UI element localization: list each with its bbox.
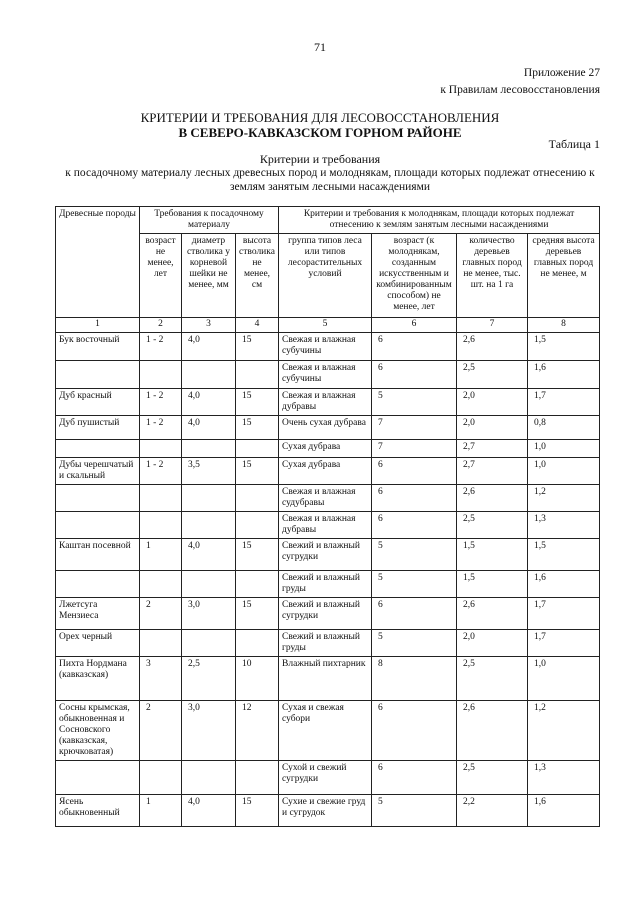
planting-age-cell xyxy=(140,440,182,458)
diameter-cell xyxy=(182,761,236,795)
forest-type-cell: Сухая дубрава xyxy=(279,440,372,458)
column-numbers-row xyxy=(56,318,600,333)
average-height-cell: 1,5 xyxy=(528,539,600,571)
tree-count-cell: 2,6 xyxy=(457,598,528,630)
tree-count-cell: 2,5 xyxy=(457,761,528,795)
planting-height-cell: 15 xyxy=(236,539,279,571)
forest-type-cell: Свежая и влажная дубравы xyxy=(279,389,372,416)
young-age-cell: 6 xyxy=(372,701,457,761)
column-number: 2 xyxy=(140,318,182,333)
young-age-cell: 6 xyxy=(372,761,457,795)
table-body xyxy=(56,333,600,827)
tree-count-cell: 2,5 xyxy=(457,512,528,539)
planting-height-cell: 10 xyxy=(236,657,279,701)
young-age-cell: 7 xyxy=(372,440,457,458)
young-age-cell: 6 xyxy=(372,361,457,389)
header-age-planting: возраст не менее, лет xyxy=(140,234,182,318)
header-young-stands: Критерии и требования к молоднякам, площади которых подлежат отнесению к землям занятым лесными насаждениями xyxy=(279,207,600,234)
diameter-cell xyxy=(182,630,236,657)
young-age-cell: 5 xyxy=(372,571,457,598)
table-row xyxy=(56,571,600,598)
tree-count-cell: 1,5 xyxy=(457,539,528,571)
young-age-cell: 5 xyxy=(372,795,457,827)
planting-age-cell xyxy=(140,512,182,539)
table-row xyxy=(56,657,600,701)
column-number: 5 xyxy=(279,318,372,333)
average-height-cell: 1,6 xyxy=(528,795,600,827)
average-height-cell: 1,6 xyxy=(528,571,600,598)
planting-age-cell: 1 xyxy=(140,795,182,827)
tree-count-cell: 2,7 xyxy=(457,458,528,485)
header-average-height: средняя высота деревьев главных пород не менее, м xyxy=(528,234,600,318)
column-number: 4 xyxy=(236,318,279,333)
page-number: 71 xyxy=(314,40,326,54)
young-age-cell: 7 xyxy=(372,416,457,440)
tree-count-cell: 2,6 xyxy=(457,485,528,512)
appendix-number: Приложение 27 xyxy=(523,67,600,79)
header-height-planting: высота стволика не менее, см xyxy=(236,234,279,318)
species-cell xyxy=(56,512,140,539)
young-age-cell: 6 xyxy=(372,485,457,512)
species-cell: Дуб пушистый xyxy=(56,416,140,440)
species-cell: Сосны крымская, обыкновенная и Сосновского (кавказская, крючковатая) xyxy=(56,701,140,761)
table-caption-text: к посадочному материалу лесных древесных пород и молоднякам, площади которых подлежат отнесению к землям занятым лесными насаждениями xyxy=(65,167,595,193)
planting-height-cell: 15 xyxy=(236,416,279,440)
average-height-cell: 1,2 xyxy=(528,485,600,512)
species-cell xyxy=(56,440,140,458)
planting-height-cell xyxy=(236,571,279,598)
forest-type-cell: Свежая и влажная субучины xyxy=(279,361,372,389)
header-age-young: возраст (к молоднякам, созданным искусственным и комбинированным способом) не менее, лет xyxy=(372,234,457,318)
table-row xyxy=(56,512,600,539)
table-row xyxy=(56,416,600,440)
criteria-table xyxy=(55,206,600,827)
diameter-cell xyxy=(182,440,236,458)
planting-height-cell: 15 xyxy=(236,333,279,361)
tree-count-cell: 2,0 xyxy=(457,630,528,657)
average-height-cell: 1,6 xyxy=(528,361,600,389)
diameter-cell: 3,0 xyxy=(182,701,236,761)
young-age-cell: 6 xyxy=(372,598,457,630)
average-height-cell: 1,0 xyxy=(528,458,600,485)
tree-count-cell: 2,6 xyxy=(457,333,528,361)
diameter-cell: 4,0 xyxy=(182,795,236,827)
tree-count-cell: 2,5 xyxy=(457,361,528,389)
average-height-cell: 1,2 xyxy=(528,701,600,761)
table-row xyxy=(56,389,600,416)
average-height-cell: 0,8 xyxy=(528,416,600,440)
forest-type-cell: Свежая и влажная дубравы xyxy=(279,512,372,539)
average-height-cell: 1,5 xyxy=(528,333,600,361)
species-cell: Каштан посевной xyxy=(56,539,140,571)
average-height-cell: 1,3 xyxy=(528,761,600,795)
young-age-cell: 6 xyxy=(372,512,457,539)
table-row xyxy=(56,598,600,630)
species-cell: Дубы черешчатый и скальный xyxy=(56,458,140,485)
diameter-cell xyxy=(182,361,236,389)
planting-height-cell xyxy=(236,440,279,458)
tree-count-cell: 2,5 xyxy=(457,657,528,701)
planting-age-cell: 1 xyxy=(140,539,182,571)
header-tree-count: количество деревьев главных пород не менее, тыс. шт. на 1 га xyxy=(457,234,528,318)
diameter-cell: 3,0 xyxy=(182,598,236,630)
appendix-reference: к Правилам лесовосстановления xyxy=(440,84,600,96)
column-number: 1 xyxy=(56,318,140,333)
column-number: 8 xyxy=(528,318,600,333)
average-height-cell: 1,7 xyxy=(528,389,600,416)
forest-type-cell: Свежий и влажный сугрудки xyxy=(279,539,372,571)
species-cell: Дуб красный xyxy=(56,389,140,416)
species-cell xyxy=(56,361,140,389)
planting-age-cell: 3 xyxy=(140,657,182,701)
planting-height-cell: 15 xyxy=(236,458,279,485)
table-row xyxy=(56,440,600,458)
tree-count-cell: 2,7 xyxy=(457,440,528,458)
column-number: 7 xyxy=(457,318,528,333)
diameter-cell xyxy=(182,512,236,539)
tree-count-cell: 2,0 xyxy=(457,389,528,416)
diameter-cell: 4,0 xyxy=(182,389,236,416)
species-cell xyxy=(56,761,140,795)
planting-age-cell: 2 xyxy=(140,701,182,761)
planting-height-cell xyxy=(236,485,279,512)
planting-age-cell xyxy=(140,571,182,598)
tree-count-cell: 2,2 xyxy=(457,795,528,827)
planting-height-cell: 12 xyxy=(236,701,279,761)
planting-age-cell: 1 - 2 xyxy=(140,416,182,440)
table-row xyxy=(56,539,600,571)
planting-age-cell: 1 - 2 xyxy=(140,333,182,361)
forest-type-cell: Сухие и свежие груд и сугрудок xyxy=(279,795,372,827)
species-cell: Орех черный xyxy=(56,630,140,657)
young-age-cell: 6 xyxy=(372,458,457,485)
young-age-cell: 5 xyxy=(372,539,457,571)
planting-height-cell: 15 xyxy=(236,389,279,416)
planting-age-cell: 1 - 2 xyxy=(140,389,182,416)
table-row xyxy=(56,458,600,485)
table-row xyxy=(56,630,600,657)
column-number: 3 xyxy=(182,318,236,333)
forest-type-cell: Влажный пихтарник xyxy=(279,657,372,701)
diameter-cell: 4,0 xyxy=(182,539,236,571)
average-height-cell: 1,0 xyxy=(528,440,600,458)
table-row xyxy=(56,701,600,761)
species-cell: Ясень обыкновенный xyxy=(56,795,140,827)
diameter-cell: 3,5 xyxy=(182,458,236,485)
planting-height-cell: 15 xyxy=(236,598,279,630)
diameter-cell: 4,0 xyxy=(182,416,236,440)
table-row xyxy=(56,361,600,389)
tree-count-cell: 2,6 xyxy=(457,701,528,761)
forest-type-cell: Свежая и влажная судубравы xyxy=(279,485,372,512)
table-row xyxy=(56,761,600,795)
planting-height-cell xyxy=(236,630,279,657)
species-cell: Бук восточный xyxy=(56,333,140,361)
header-species: Древесные породы xyxy=(56,207,140,318)
forest-type-cell: Свежий и влажный сугрудки xyxy=(279,598,372,630)
species-cell: Лжетсуга Мензиеса xyxy=(56,598,140,630)
planting-age-cell xyxy=(140,761,182,795)
forest-type-cell: Сухой и свежий сугрудки xyxy=(279,761,372,795)
tree-count-cell: 2,0 xyxy=(457,416,528,440)
diameter-cell xyxy=(182,571,236,598)
young-age-cell: 5 xyxy=(372,630,457,657)
planting-age-cell: 2 xyxy=(140,598,182,630)
document-title-line-1: КРИТЕРИИ И ТРЕБОВАНИЯ ДЛЯ ЛЕСОВОССТАНОВЛЕНИЯ xyxy=(140,110,500,125)
planting-height-cell xyxy=(236,361,279,389)
planting-age-cell: 1 - 2 xyxy=(140,458,182,485)
average-height-cell: 1,0 xyxy=(528,657,600,701)
forest-type-cell: Свежая и влажная субучины xyxy=(279,333,372,361)
average-height-cell: 1,7 xyxy=(528,598,600,630)
species-cell xyxy=(56,485,140,512)
table-caption-heading: Критерии и требования xyxy=(259,152,381,166)
header-forest-type: группа типов леса или типов лесорастительных условий xyxy=(279,234,372,318)
average-height-cell: 1,7 xyxy=(528,630,600,657)
species-cell xyxy=(56,571,140,598)
young-age-cell: 6 xyxy=(372,333,457,361)
young-age-cell: 5 xyxy=(372,389,457,416)
forest-type-cell: Свежий и влажный груды xyxy=(279,571,372,598)
average-height-cell: 1,3 xyxy=(528,512,600,539)
young-age-cell: 8 xyxy=(372,657,457,701)
forest-type-cell: Сухая дубрава xyxy=(279,458,372,485)
planting-height-cell xyxy=(236,512,279,539)
table-label: Таблица 1 xyxy=(548,137,600,151)
species-cell: Пихта Нордмана (кавказская) xyxy=(56,657,140,701)
table-row xyxy=(56,795,600,827)
forest-type-cell: Свежий и влажный груды xyxy=(279,630,372,657)
diameter-cell: 2,5 xyxy=(182,657,236,701)
table-row xyxy=(56,333,600,361)
header-diameter: диаметр стволика у корневой шейки не менее, мм xyxy=(182,234,236,318)
planting-age-cell xyxy=(140,630,182,657)
planting-age-cell xyxy=(140,485,182,512)
tree-count-cell: 1,5 xyxy=(457,571,528,598)
document-title-line-2: В СЕВЕРО-КАВКАЗСКОМ ГОРНОМ РАЙОНЕ xyxy=(178,125,462,140)
forest-type-cell: Сухая и свежая субори xyxy=(279,701,372,761)
forest-type-cell: Очень сухая дубрава xyxy=(279,416,372,440)
header-planting-material: Требования к посадочному материалу xyxy=(140,207,279,234)
planting-height-cell xyxy=(236,761,279,795)
table-row xyxy=(56,485,600,512)
diameter-cell xyxy=(182,485,236,512)
column-number: 6 xyxy=(372,318,457,333)
planting-height-cell: 15 xyxy=(236,795,279,827)
diameter-cell: 4,0 xyxy=(182,333,236,361)
planting-age-cell xyxy=(140,361,182,389)
